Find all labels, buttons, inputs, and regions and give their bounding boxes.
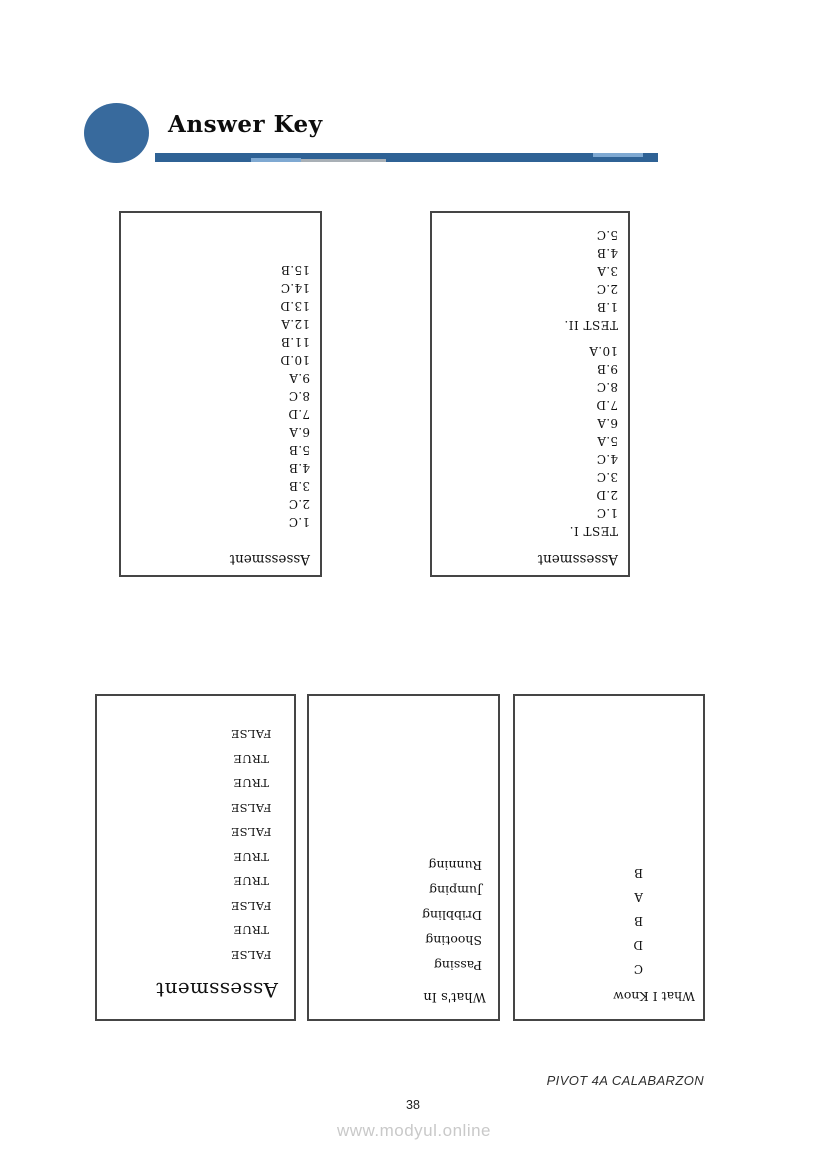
header-accent-circle bbox=[84, 103, 149, 163]
answer-item: 6.A bbox=[596, 416, 618, 430]
answer-item: FALSE bbox=[230, 825, 272, 840]
answer-item: FALSE bbox=[230, 899, 272, 913]
watermark: www.modyul.online bbox=[337, 1121, 492, 1140]
answer-item: FALSE bbox=[230, 801, 272, 815]
page-title: Answer Key bbox=[168, 111, 323, 138]
assessment-true-false-box bbox=[95, 694, 296, 1021]
box-title: What's In bbox=[423, 989, 486, 1004]
answer-item: 10.D bbox=[280, 353, 310, 367]
box-title: Assessment bbox=[537, 551, 618, 567]
answer-item: 5.A bbox=[596, 434, 618, 448]
answer-item: TRUE bbox=[233, 752, 269, 766]
assessment-mc-flipped-content bbox=[121, 213, 320, 575]
answer-item: 1.C bbox=[596, 506, 618, 520]
assessment-tests-flipped-content bbox=[432, 213, 628, 575]
rule-tip-segment bbox=[593, 153, 643, 157]
answer-item: 3.B bbox=[288, 479, 310, 493]
what-i-know-box bbox=[513, 694, 705, 1021]
answer-item: FALSE bbox=[230, 727, 272, 742]
answer-item: 11.B bbox=[280, 335, 310, 349]
box-title: Assessment bbox=[155, 978, 278, 1002]
assessment-mc-box bbox=[119, 211, 322, 577]
answer-item: 3.C bbox=[596, 470, 618, 484]
test1-answers bbox=[436, 342, 618, 522]
answer-item: 8.C bbox=[596, 380, 618, 394]
answer-item: 15.B bbox=[280, 263, 310, 277]
rule-highlight-segment bbox=[251, 158, 301, 162]
test2-label: TEST II. bbox=[563, 318, 618, 332]
answer-item: 8.C bbox=[288, 389, 310, 403]
answer-item: 1.B bbox=[596, 300, 618, 314]
answer-item: 10.A bbox=[589, 344, 618, 358]
answer-item: TRUE bbox=[233, 776, 269, 791]
whats-in-flipped-content bbox=[309, 696, 498, 1019]
box-title: Assessment bbox=[229, 551, 310, 567]
what-i-know-flipped-content bbox=[515, 696, 703, 1019]
answer-item: 12.A bbox=[281, 317, 310, 331]
answer-item: B bbox=[634, 866, 643, 880]
answer-item: 5.B bbox=[288, 443, 310, 457]
answer-item: TRUE bbox=[233, 923, 269, 938]
assessment-tests-box bbox=[430, 211, 630, 577]
box-title: What I Know bbox=[613, 989, 695, 1004]
rule-shadow-segment bbox=[301, 159, 387, 162]
answer-item: 6.A bbox=[288, 425, 310, 439]
answer-item: TRUE bbox=[233, 874, 269, 889]
whats-in-answers bbox=[313, 853, 482, 978]
answer-item: D bbox=[633, 938, 643, 952]
answer-item: 4.C bbox=[596, 452, 618, 466]
whats-in-box bbox=[307, 694, 500, 1021]
answer-item: 2.D bbox=[596, 488, 618, 502]
title-rule bbox=[155, 153, 658, 162]
answer-item: Running bbox=[428, 858, 482, 873]
answer-item: Shooting bbox=[425, 933, 482, 948]
footer-brand: PIVOT 4A CALABARZON bbox=[546, 1073, 704, 1088]
answer-item: 7.D bbox=[596, 398, 618, 412]
true-false-answers bbox=[222, 722, 280, 967]
answer-item: 2.C bbox=[596, 282, 618, 296]
answer-item: 9.B bbox=[596, 362, 618, 376]
assessment-tf-flipped-content bbox=[97, 696, 294, 1019]
answer-item: Jumping bbox=[429, 883, 482, 898]
test1-label: TEST I. bbox=[569, 524, 618, 538]
answer-item: 3.A bbox=[596, 264, 618, 278]
answer-item: 9.A bbox=[288, 371, 310, 385]
assessment-mc-answers bbox=[125, 261, 310, 531]
answer-item: 1.C bbox=[288, 515, 310, 529]
answer-item: 4.B bbox=[596, 246, 618, 260]
answer-item: Passing bbox=[433, 958, 482, 973]
answer-item: 7.D bbox=[288, 407, 310, 421]
answer-item: Dribbling bbox=[421, 908, 482, 923]
answer-item: FALSE bbox=[230, 948, 272, 962]
answer-item: TRUE bbox=[233, 850, 269, 864]
answer-item: 14.C bbox=[280, 281, 310, 295]
page-number: 38 bbox=[406, 1098, 420, 1112]
answer-item: 13.D bbox=[280, 299, 310, 313]
what-i-know-answers bbox=[519, 861, 643, 981]
answer-item: 4.B bbox=[288, 461, 310, 475]
answer-item: 2.C bbox=[288, 497, 310, 511]
answer-item: 5.C bbox=[596, 228, 618, 242]
test2-answers bbox=[436, 226, 618, 316]
answer-item: C bbox=[633, 962, 643, 976]
answer-item: A bbox=[634, 890, 643, 904]
answer-item: B bbox=[634, 914, 643, 928]
